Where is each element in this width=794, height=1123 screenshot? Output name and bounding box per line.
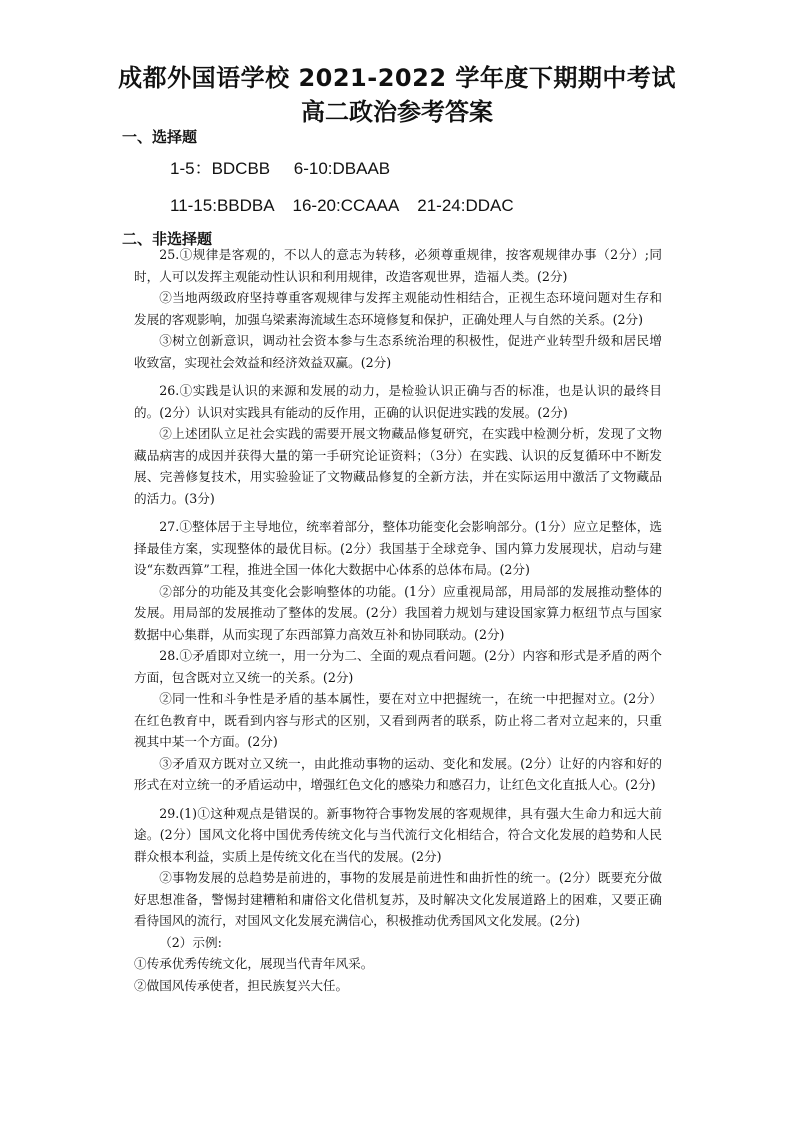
answer-body bbox=[134, 244, 662, 996]
answer-paragraph: ②同一性和斗争性是矛盾的基本属性，要在对立中把握统一，在统一中把握对立。(2分）在红色教育中，既看到内容与形式的区别，又看到两者的联系，防止将二者对立起来的，只重视其中某一个方面。(2分) bbox=[134, 691, 662, 749]
answer-paragraph: ②上述团队立足社会实践的需要开展文物藏品修复研究，在实践中检测分析，发现了文物藏品病害的成因并获得大量的第一手研究论证资料；（3分）在实践、认识的反复循环中不断发展、完善修复技术，用实验验证了文物藏品修复的全新方法，并在实际运用中激活了文物藏品的活力。(3分) bbox=[134, 426, 662, 506]
answer-paragraph: 29.(1)①这种观点是错误的。新事物符合事物发展的客观规律，具有强大生命力和远大前途。(2分）国风文化将中国优秀传统文化与当代流行文化相结合，符合文化发展的趋势和人民群众根本利益，实质上是传统文化在当代的发展。(2分) bbox=[134, 805, 662, 864]
answer-paragraph: ②做国风传承使者，担民族复兴大任。 bbox=[134, 977, 349, 993]
answer-paragraph: 28.①矛盾即对立统一，用一分为二、全面的观点看问题。(2分）内容和形式是矛盾的两个方面，包含既对立又统一的关系。(2分) bbox=[134, 648, 662, 685]
answer-row-2: 11-15:BBDBA 16-20:CCAAA 21-24:DDAC bbox=[170, 196, 514, 215]
answer-paragraph: 25.①规律是客观的，不以人的意志为转移，必须尊重规律，按客观规律办事（2分）;同时，人可以发挥主观能动性认识和利用规律，改造客观世界，造福人类。(2分) bbox=[134, 247, 662, 284]
answer-paragraph: ①传承优秀传统文化，展现当代青年风采。 bbox=[134, 956, 374, 971]
answer-paragraph: ②当地两级政府坚持尊重客观规律与发挥主观能动性相结合，正视生态环境问题对生存和发展的客观影响，加强乌梁素海流域生态环境修复和保护，正确处理人与自然的关系。(2分) bbox=[134, 290, 662, 327]
document-title: 成都外国语学校 2021-2022 学年度下期期中考试 bbox=[118, 64, 676, 92]
answer-paragraph: ③树立创新意识，调动社会资本参与生态系统治理的积极性，促进产业转型升级和居民增收致富，实现社会效益和经济效益双赢。(2分) bbox=[134, 333, 662, 370]
answer-paragraph: ②事物发展的总趋势是前进的，事物的发展是前进性和曲折性的统一。(2分）既要充分做好思想准备，警惕封建糟粕和庸俗文化借机复苏，及时解决文化发展道路上的困难，又要正确看待国风的流行，对国风文化发展充满信心，积极推动优秀国风文化发展。(2分) bbox=[134, 870, 662, 928]
answer-paragraph: 27.①整体居于主导地位，统率着部分，整体功能变化会影响部分。(1分）应立足整体，选择最佳方案，实现整体的最优目标。(2分）我国基于全球竞争、国内算力发展现状，启动与建设“东数西算”工程，推进全国一体化大数据中心体系的总体布局。(2分) bbox=[134, 519, 662, 577]
section-heading-choice: 一、选择题 bbox=[122, 128, 198, 146]
section-heading-open: 二、非选择题 bbox=[122, 230, 213, 248]
answer-paragraph: 26.①实践是认识的来源和发展的动力，是检验认识正确与否的标准，也是认识的最终目的。(2分）认识对实践具有能动的反作用，正确的认识促进实践的发展。(2分) bbox=[134, 383, 662, 420]
answer-paragraph: ③矛盾双方既对立又统一，由此推动事物的运动、变化和发展。(2分）让好的内容和好的形式在对立统一的矛盾运动中，增强红色文化的感染力和感召力，让红色文化直抵人心。(2分) bbox=[134, 755, 662, 792]
answer-row-1: 1-5：BDCBB 6-10:DBAAB bbox=[170, 159, 391, 178]
answer-paragraph: （2）示例: bbox=[159, 934, 222, 950]
document-subtitle: 高二政治参考答案 bbox=[301, 98, 493, 126]
answer-paragraph: ②部分的功能及其变化会影响整体的功能。(1分）应重视局部，用局部的发展推动整体的发展。用局部的发展推动了整体的发展。(2分）我国着力规划与建设国家算力枢纽节点与国家数据中心集群，从而实现了东西部算力高效互补和协同联动。(2分) bbox=[134, 583, 662, 642]
